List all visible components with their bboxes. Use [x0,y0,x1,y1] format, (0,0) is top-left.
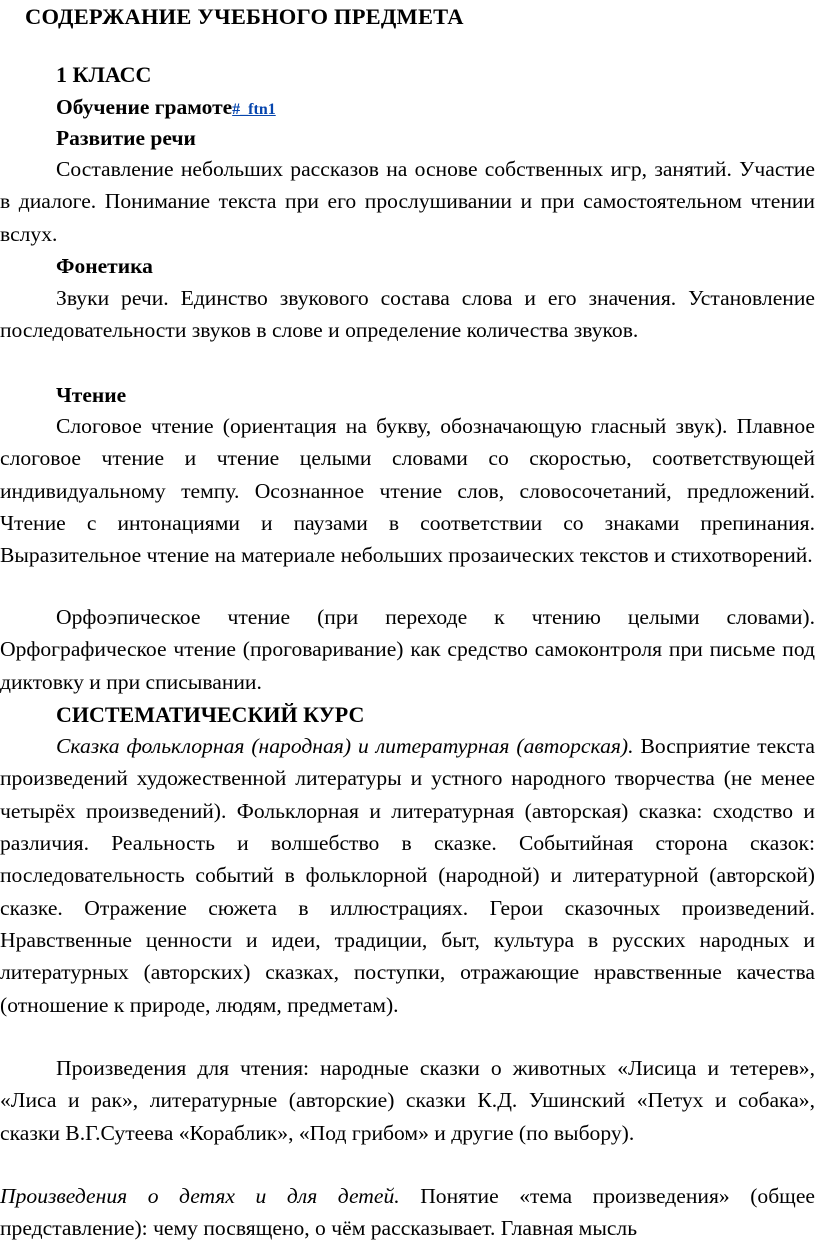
literacy-heading-row [56,95,276,120]
course-heading: СИСТЕМАТИЧЕСКИЙ КУРС [56,702,365,727]
footnote-link[interactable]: #_ftn1 [232,101,276,118]
speech-heading: Развитие речи [56,126,196,150]
document-title: СОДЕРЖАНИЕ УЧЕБНОГО ПРЕДМЕТА [25,4,464,29]
reading-paragraph-1: Слоговое чтение (ориентация на букву, обозначающую гласный звук). Плавное слоговое чтение и чтение целыми словами со скоростью, соответствующей индивидуальному темпу. Осознанное чтение слов, словосочетаний, предложений. Чтение с интонациями и паузами в соответствии со знаками препинания. Выразительное чтение на материале небольших прозаических текстов и стихотворений. [0,414,815,568]
fairy-tale-text: Восприятие текста произведений художественной литературы и устного народного творчества (не менее четырёх произведений). Фольклорная и литературная (авторская) сказка: сходство и различия. Реальность и волшебство в сказке. Событийная сторона сказок: последовательность событий в фольклорной (народной) и литературной (авторской) сказке. Отражение сюжета в иллюстрациях. Герои сказочных произведений. Нравственные ценности и идеи, традиции, быт, культура в русских народных и литературных (авторских) сказках, поступки, отражающие нравственные качества (отношение к природе, людям, предметам). [0,734,815,1017]
works-paragraph: Произведения для чтения: народные сказки о животных «Лисица и тетерев», «Лиса и рак», литературные (авторские) сказки К.Д. Ушинский «Петух и собака», сказки В.Г.Сутеева «Кораблик», «Под грибом» и другие (по выбору). [0,1056,815,1145]
children-text: Понятие «тема произведения» (общее представление): чему посвящено, о чём рассказывает. Главная мысль [0,1184,815,1241]
speech-paragraph: Составление небольших рассказов на основе собственных игр, занятий. Участие в диалоге. Понимание текста при его прослушивании и при самостоятельном чтении вслух. [0,157,815,246]
fairy-tale-paragraph [0,730,815,1021]
grade-heading: 1 КЛАСС [56,62,152,87]
children-paragraph [0,1180,815,1245]
reading-paragraph-2: Орфоэпическое чтение (при переходе к чтению целыми словами). Орфографическое чтение (проговаривание) как средство самоконтроля при письме под диктовку и при списывании. [0,605,815,694]
literacy-heading: Обучение грамоте [56,95,233,119]
phonetics-heading: Фонетика [56,254,153,278]
children-topic: Произведения о детях и для детей. [0,1184,400,1208]
phonetics-paragraph: Звуки речи. Единство звукового состава слова и его значения. Установление последовательности звуков в слове и определение количества звуков. [0,286,815,343]
reading-heading: Чтение [56,383,127,407]
fairy-tale-topic: Сказка фольклорная (народная) и литературная (авторская). [56,734,634,758]
